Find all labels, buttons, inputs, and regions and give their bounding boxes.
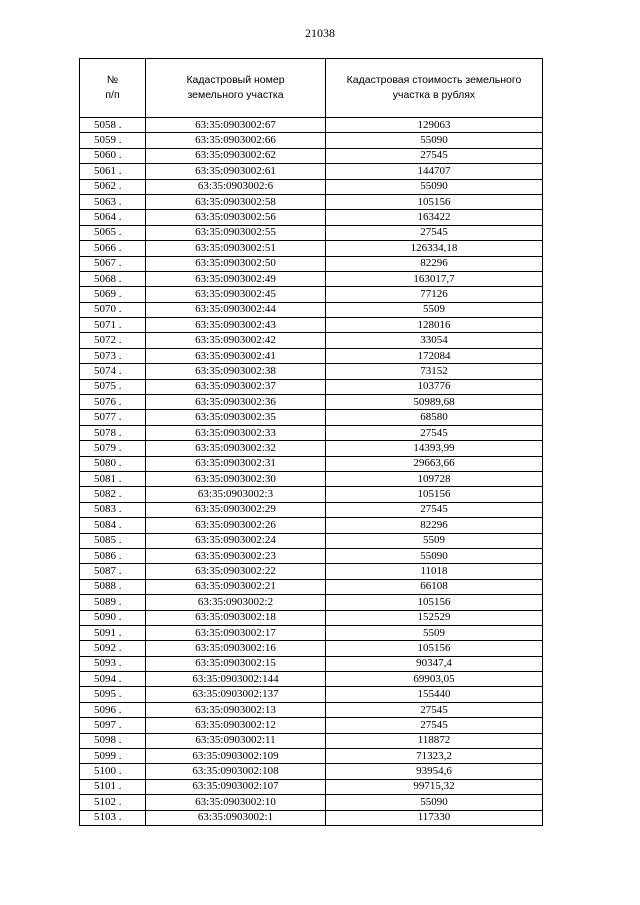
table-row [80, 318, 543, 333]
cadastral-number-cell: 63:35:0903002:13 [146, 702, 326, 717]
cadastral-cost-cell: 128016 [326, 318, 543, 333]
row-number-cell: 5095 . [80, 687, 146, 702]
row-number-cell: 5078 . [80, 425, 146, 440]
cadastral-number-cell: 63:35:0903002:61 [146, 164, 326, 179]
cadastral-number-cell: 63:35:0903002:109 [146, 749, 326, 764]
table-row [80, 364, 543, 379]
cadastral-cost-cell: 126334,18 [326, 241, 543, 256]
table-row [80, 441, 543, 456]
table-row [80, 256, 543, 271]
table-row [80, 425, 543, 440]
cadastral-number-cell: 63:35:0903002:22 [146, 564, 326, 579]
cadastral-cost-cell: 105156 [326, 641, 543, 656]
row-number-cell: 5088 . [80, 579, 146, 594]
table-row [80, 610, 543, 625]
cadastral-number-cell: 63:35:0903002:15 [146, 656, 326, 671]
cadastral-cost-cell: 33054 [326, 333, 543, 348]
cadastral-cost-cell: 105156 [326, 595, 543, 610]
row-number-cell: 5103 . [80, 810, 146, 825]
cadastral-number-cell: 63:35:0903002:41 [146, 348, 326, 363]
cadastral-number-cell: 63:35:0903002:2 [146, 595, 326, 610]
row-number-cell: 5080 . [80, 456, 146, 471]
table-row [80, 210, 543, 225]
header-row-number [80, 59, 146, 118]
cadastral-number-cell: 63:35:0903002:55 [146, 225, 326, 240]
table-row [80, 118, 543, 133]
cadastral-number-cell: 63:35:0903002:10 [146, 795, 326, 810]
table-row [80, 518, 543, 533]
row-number-cell: 5058 . [80, 118, 146, 133]
table-row [80, 179, 543, 194]
row-number-cell: 5069 . [80, 287, 146, 302]
table-row [80, 502, 543, 517]
row-number-cell: 5089 . [80, 595, 146, 610]
cadastral-number-cell: 63:35:0903002:49 [146, 271, 326, 286]
cadastral-number-cell: 63:35:0903002:35 [146, 410, 326, 425]
table-row [80, 779, 543, 794]
cadastral-cost-cell: 99715,32 [326, 779, 543, 794]
table-row [80, 302, 543, 317]
cadastral-number-cell: 63:35:0903002:21 [146, 579, 326, 594]
cadastral-number-cell: 63:35:0903002:62 [146, 148, 326, 163]
row-number-cell: 5076 . [80, 395, 146, 410]
cadastral-cost-cell: 77126 [326, 287, 543, 302]
table-row [80, 456, 543, 471]
row-number-cell: 5077 . [80, 410, 146, 425]
cadastral-number-cell: 63:35:0903002:137 [146, 687, 326, 702]
table-row [80, 718, 543, 733]
cadastral-number-cell: 63:35:0903002:56 [146, 210, 326, 225]
row-number-cell: 5091 . [80, 625, 146, 640]
cadastral-cost-cell: 71323,2 [326, 749, 543, 764]
table-row [80, 795, 543, 810]
row-number-cell: 5097 . [80, 718, 146, 733]
table-row [80, 471, 543, 486]
row-number-cell: 5067 . [80, 256, 146, 271]
table-row [80, 641, 543, 656]
cadastral-number-cell: 63:35:0903002:45 [146, 287, 326, 302]
cadastral-number-cell: 63:35:0903002:51 [146, 241, 326, 256]
cadastral-cost-cell: 55090 [326, 795, 543, 810]
header-cadastral-number-line1: Кадастровый номер [186, 74, 285, 86]
header-row-number-line2: п/п [105, 89, 120, 101]
table-row [80, 564, 543, 579]
cadastral-cost-table [79, 58, 543, 826]
cadastral-cost-cell: 66108 [326, 579, 543, 594]
table-row [80, 348, 543, 363]
header-cadastral-number-line2: земельного участка [187, 89, 284, 101]
cadastral-number-cell: 63:35:0903002:44 [146, 302, 326, 317]
row-number-cell: 5079 . [80, 441, 146, 456]
cadastral-number-cell: 63:35:0903002:6 [146, 179, 326, 194]
table-row [80, 533, 543, 548]
cadastral-cost-cell: 172084 [326, 348, 543, 363]
cadastral-cost-cell: 163422 [326, 210, 543, 225]
cadastral-number-cell: 63:35:0903002:32 [146, 441, 326, 456]
cadastral-cost-cell: 27545 [326, 148, 543, 163]
cadastral-cost-cell: 118872 [326, 733, 543, 748]
row-number-cell: 5101 . [80, 779, 146, 794]
table-row [80, 287, 543, 302]
table-row [80, 595, 543, 610]
cadastral-cost-cell: 82296 [326, 256, 543, 271]
cadastral-number-cell: 63:35:0903002:37 [146, 379, 326, 394]
table-row [80, 241, 543, 256]
cadastral-number-cell: 63:35:0903002:12 [146, 718, 326, 733]
table-row [80, 625, 543, 640]
table-row [80, 764, 543, 779]
table-body [80, 118, 543, 826]
cadastral-number-cell: 63:35:0903002:107 [146, 779, 326, 794]
cadastral-number-cell: 63:35:0903002:16 [146, 641, 326, 656]
row-number-cell: 5061 . [80, 164, 146, 179]
row-number-cell: 5064 . [80, 210, 146, 225]
cadastral-cost-cell: 27545 [326, 425, 543, 440]
cadastral-number-cell: 63:35:0903002:33 [146, 425, 326, 440]
row-number-cell: 5082 . [80, 487, 146, 502]
cadastral-number-cell: 63:35:0903002:66 [146, 133, 326, 148]
table-row [80, 810, 543, 825]
row-number-cell: 5085 . [80, 533, 146, 548]
cadastral-cost-cell: 5509 [326, 302, 543, 317]
cadastral-cost-cell: 105156 [326, 487, 543, 502]
row-number-cell: 5096 . [80, 702, 146, 717]
header-row-number-line1: № [106, 74, 119, 86]
cadastral-cost-cell: 90347,4 [326, 656, 543, 671]
cadastral-number-cell: 63:35:0903002:31 [146, 456, 326, 471]
row-number-cell: 5062 . [80, 179, 146, 194]
row-number-cell: 5066 . [80, 241, 146, 256]
cadastral-cost-cell: 144707 [326, 164, 543, 179]
cadastral-cost-cell: 105156 [326, 194, 543, 209]
table-row [80, 687, 543, 702]
table-row [80, 548, 543, 563]
row-number-cell: 5060 . [80, 148, 146, 163]
row-number-cell: 5063 . [80, 194, 146, 209]
table-row [80, 333, 543, 348]
cadastral-number-cell: 63:35:0903002:17 [146, 625, 326, 640]
cadastral-number-cell: 63:35:0903002:24 [146, 533, 326, 548]
cadastral-cost-cell: 68580 [326, 410, 543, 425]
row-number-cell: 5087 . [80, 564, 146, 579]
cadastral-cost-cell: 5509 [326, 625, 543, 640]
table-row [80, 225, 543, 240]
row-number-cell: 5099 . [80, 749, 146, 764]
cadastral-cost-cell: 117330 [326, 810, 543, 825]
cadastral-cost-cell: 129063 [326, 118, 543, 133]
cadastral-number-cell: 63:35:0903002:1 [146, 810, 326, 825]
cadastral-number-cell: 63:35:0903002:43 [146, 318, 326, 333]
table-row [80, 194, 543, 209]
table-row [80, 579, 543, 594]
table-row [80, 395, 543, 410]
cadastral-cost-cell: 155440 [326, 687, 543, 702]
cadastral-cost-cell: 103776 [326, 379, 543, 394]
cadastral-cost-cell: 55090 [326, 179, 543, 194]
header-cadastral-cost-line1: Кадастровая стоимость земельного [346, 74, 522, 86]
cadastral-number-cell: 63:35:0903002:29 [146, 502, 326, 517]
table-row [80, 133, 543, 148]
cadastral-cost-cell: 27545 [326, 502, 543, 517]
cadastral-number-cell: 63:35:0903002:67 [146, 118, 326, 133]
cadastral-number-cell: 63:35:0903002:42 [146, 333, 326, 348]
cadastral-cost-cell: 109728 [326, 471, 543, 486]
cadastral-cost-cell: 55090 [326, 548, 543, 563]
table-row [80, 379, 543, 394]
table-row [80, 487, 543, 502]
row-number-cell: 5086 . [80, 548, 146, 563]
table-row [80, 410, 543, 425]
cadastral-cost-cell: 152529 [326, 610, 543, 625]
row-number-cell: 5094 . [80, 672, 146, 687]
row-number-cell: 5092 . [80, 641, 146, 656]
row-number-cell: 5074 . [80, 364, 146, 379]
row-number-cell: 5100 . [80, 764, 146, 779]
cadastral-cost-cell: 73152 [326, 364, 543, 379]
cadastral-cost-cell: 163017,7 [326, 271, 543, 286]
table-row [80, 271, 543, 286]
table-row [80, 733, 543, 748]
row-number-cell: 5071 . [80, 318, 146, 333]
cadastral-number-cell: 63:35:0903002:30 [146, 471, 326, 486]
cadastral-number-cell: 63:35:0903002:26 [146, 518, 326, 533]
cadastral-number-cell: 63:35:0903002:3 [146, 487, 326, 502]
cadastral-cost-cell: 27545 [326, 718, 543, 733]
table-row [80, 749, 543, 764]
cadastral-cost-cell: 11018 [326, 564, 543, 579]
row-number-cell: 5075 . [80, 379, 146, 394]
row-number-cell: 5090 . [80, 610, 146, 625]
cadastral-cost-cell: 55090 [326, 133, 543, 148]
cadastral-cost-cell: 29663,66 [326, 456, 543, 471]
row-number-cell: 5083 . [80, 502, 146, 517]
row-number-cell: 5073 . [80, 348, 146, 363]
cadastral-cost-cell: 27545 [326, 225, 543, 240]
page-number: 21038 [305, 26, 335, 40]
row-number-cell: 5098 . [80, 733, 146, 748]
header-cadastral-cost-line2: участка в рублях [392, 89, 476, 101]
header-cadastral-number [146, 59, 326, 118]
cadastral-number-cell: 63:35:0903002:50 [146, 256, 326, 271]
cadastral-cost-cell: 14393,99 [326, 441, 543, 456]
cadastral-number-cell: 63:35:0903002:58 [146, 194, 326, 209]
table-header-row [80, 59, 543, 118]
table-row [80, 656, 543, 671]
row-number-cell: 5065 . [80, 225, 146, 240]
table-row [80, 164, 543, 179]
cadastral-cost-cell: 27545 [326, 702, 543, 717]
row-number-cell: 5059 . [80, 133, 146, 148]
row-number-cell: 5093 . [80, 656, 146, 671]
cadastral-number-cell: 63:35:0903002:38 [146, 364, 326, 379]
cadastral-cost-cell: 93954,6 [326, 764, 543, 779]
row-number-cell: 5102 . [80, 795, 146, 810]
row-number-cell: 5068 . [80, 271, 146, 286]
header-cadastral-cost [326, 59, 543, 118]
cadastral-number-cell: 63:35:0903002:11 [146, 733, 326, 748]
cadastral-cost-cell: 5509 [326, 533, 543, 548]
cadastral-cost-cell: 50989,68 [326, 395, 543, 410]
table-row [80, 148, 543, 163]
row-number-cell: 5070 . [80, 302, 146, 317]
cadastral-number-cell: 63:35:0903002:18 [146, 610, 326, 625]
row-number-cell: 5081 . [80, 471, 146, 486]
cadastral-cost-cell: 82296 [326, 518, 543, 533]
cadastral-number-cell: 63:35:0903002:23 [146, 548, 326, 563]
row-number-cell: 5072 . [80, 333, 146, 348]
table-row [80, 702, 543, 717]
cadastral-cost-cell: 69903,05 [326, 672, 543, 687]
cadastral-number-cell: 63:35:0903002:144 [146, 672, 326, 687]
table-row [80, 672, 543, 687]
cadastral-number-cell: 63:35:0903002:36 [146, 395, 326, 410]
row-number-cell: 5084 . [80, 518, 146, 533]
cadastral-number-cell: 63:35:0903002:108 [146, 764, 326, 779]
